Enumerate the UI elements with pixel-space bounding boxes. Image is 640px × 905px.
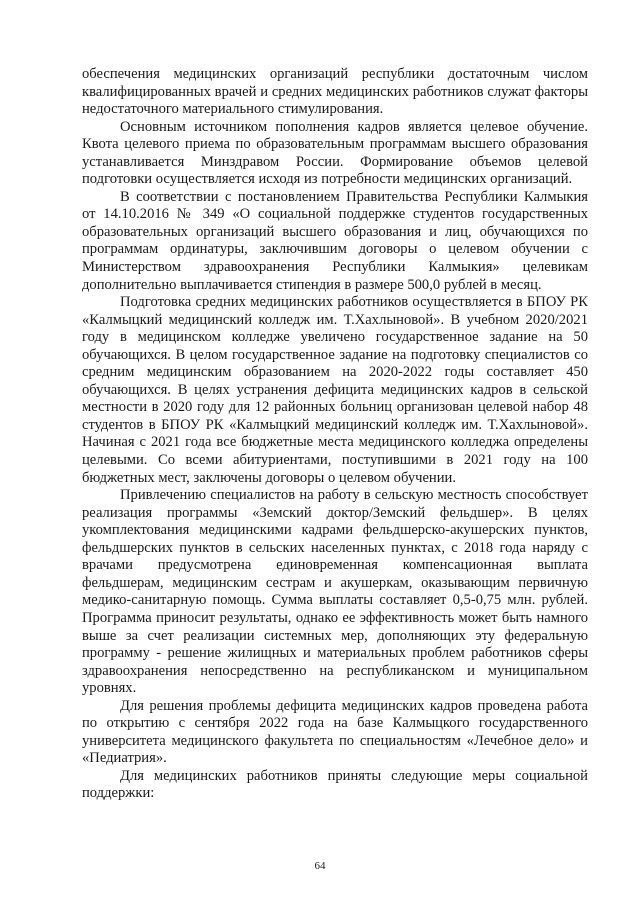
paragraph-medical-college: Подготовка средних медицинских работников осуществляется в БПОУ РК «Калмыцкий медицинский колледж им. Т.Хахлыновой». В учебном 2020/2021 году в медицинском колледже увеличено государственное задание на 50 обучающихся. В целом государственное задание на подготовку специалистов со средним медицинским образованием на 2020-2022 годы составляет 450 обучающихся. В целях устранения дефицита медицинских кадров в сельской местности в 2020 году для 12 районных больниц организован целевой набор 48 студентов в БПОУ РК «Калмыцкий медицинский колледж им. Т.Хахлыновой». Начиная с 2021 года все бюджетные места медицинского колледжа определены целевыми. Со всеми абитуриентами, поступившими в 2021 году на 100 бюджетных мест, заключены договоры о целевом обучении. — [82, 294, 588, 486]
paragraph-target-training: Основным источником пополнения кадров является целевое обучение. Квота целевого приема по образовательным программам высшего образования устанавливается Минздравом России. Формирование объемов целевой подготовки осуществляется исходя из потребности медицинских организаций. — [82, 118, 588, 188]
paragraph-resolution-349: В соответствии с постановлением Правительства Республики Калмыкия от 14.10.2016 № 349 «О социальной поддержке студентов государственных образовательных организаций высшего образования и лиц, обучающихся по программам ординатуры, заключившим договоры о целевом обучении с Министерством здравоохранения Республики Калмыкия» целевикам дополнительно выплачивается стипендия в размере 500,0 рублей в месяц. — [82, 188, 588, 293]
paragraph-continuation: обеспечения медицинских организаций республики достаточным числом квалифицированных врачей и средних медицинских работников служат факторы недостаточного материального стимулирования. — [82, 66, 588, 118]
paragraph-social-support: Для медицинских работников приняты следующие меры социальной поддержки: — [82, 767, 588, 802]
document-body — [82, 66, 588, 803]
paragraph-medical-faculty: Для решения проблемы дефицита медицинских кадров проведена работа по открытию с сентября 2022 года на базе Калмыцкого государственного университета медицинского факультета по специальностям «Лечебное дело» и «Педиатрия». — [82, 697, 588, 767]
page-number: 64 — [314, 860, 326, 872]
paragraph-zemsky-program: Привлечению специалистов на работу в сельскую местность способствует реализация программы «Земский доктор/Земский фельдшер». В целях укомплектования медицинскими кадрами фельдшерско-акушерских пунктов, фельдшерских пунктов в сельских населенных пунктах, с 2018 года наряду с врачами предусмотрена единовременная компенсационная выплата фельдшерам, медицинским сестрам и акушеркам, оказывающим первичную медико-санитарную помощь. Сумма выплаты составляет 0,5-0,75 млн. рублей. Программа приносит результаты, однако ее эффективность может быть намного выше за счет реализации системных мер, дополняющих эту федеральную программу - решение жилищных и материальных проблем работников сферы здравоохранения непосредственно на республиканском и муниципальном уровнях. — [82, 487, 588, 697]
